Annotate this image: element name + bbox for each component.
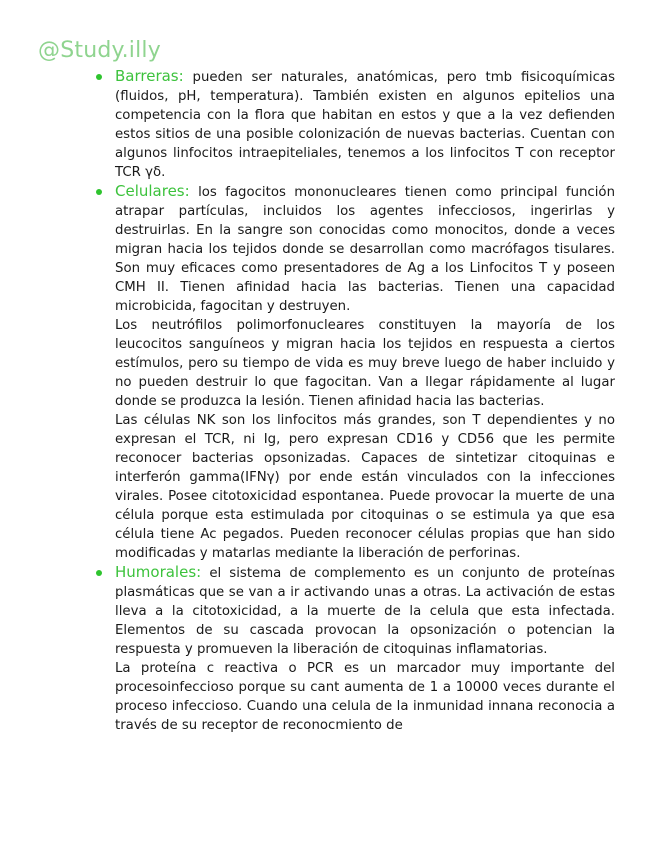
- item-text: el sistema de complemento es un conjunto de proteínas plasmáticas que se van a ir activando unas a otras. La activación de estas lleva a la citotoxicidad, a la muerte de la celula que esta infectada. Elementos de su cascada provocan la opsonización o potencian la respuesta y promueven la liberación de citoquinas inflamatorias.: [115, 566, 615, 657]
- item-paragraph: [115, 182, 615, 316]
- bullet-list: [115, 67, 615, 735]
- list-item-humorales: [115, 563, 615, 735]
- list-item-celulares: [115, 182, 615, 563]
- item-paragraph: Los neutrófilos polimorfonucleares constituyen la mayoría de los leucocitos sanguíneos y migran hacia los tejidos en respuesta a ciertos estímulos, pero su tiempo de vida es muy breve luego de haber incluido y no pueden destruir lo que fagocitan. Van a llegar rápidamente al lugar donde se produzca la lesión. Tienen afinidad hacia las bacterias.: [115, 318, 615, 409]
- item-heading: Celulares:: [115, 182, 190, 200]
- list-item-barreras: [115, 67, 615, 182]
- item-text: los fagocitos mononucleares tienen como principal función atrapar partículas, incluidos los agentes infecciosos, ingerirlas y destruirlas. En la sangre son conocidas como monocitos, donde a veces migran hacia los tejidos donde se desarrollan como macrófagos tisulares. Son muy eficaces como presentadores de Ag a los Linfocitos T y poseen CMH II. Tienen afinidad hacia las bacterias. Tienen una capacidad microbicida, fagocitan y destruyen.: [115, 185, 615, 314]
- item-text: pueden ser naturales, anatómicas, pero tmb fisicoquímicas (fluidos, pH, temperatura). También existen en algunos epitelios una competencia con la flora que habitan en estos y que a la vez defienden estos sitios de una posible colonización de nuevas bacterias. Cuentan con algunos linfocitos intraepiteliales, tenemos a los linfocitos T con receptor TCR γδ.: [115, 70, 615, 180]
- item-heading: Humorales:: [115, 563, 202, 581]
- item-paragraph: La proteína c reactiva o PCR es un marcador muy importante del procesoinfeccioso porque su cant aumenta de 1 a 10000 veces durante el proceso infeccioso. Cuando una celula de la inmunidad innana reconocia a través de su receptor de reconocmiento de: [115, 661, 615, 733]
- bullet-icon: [96, 74, 102, 80]
- bullet-icon: [96, 570, 102, 576]
- item-paragraph: [115, 67, 615, 182]
- bullet-icon: [96, 189, 102, 195]
- item-paragraph: Las células NK son los linfocitos más grandes, son T dependientes y no expresan el TCR, ni Ig, pero expresan CD16 y CD56 que les permite reconocer bacterias opsonizadas. Capaces de sintetizar citoquinas e interferón gamma(IFNγ) por ende están vinculados con la infecciones virales. Posee citotoxicidad espontanea. Puede provocar la muerte de una célula porque esta estimulada por citoquinas o se estimula ya que esa célula tiene Ac pegados. Pueden reconocer células propias que han sido modificadas y matarlas mediante la liberación de perforinas.: [115, 413, 615, 561]
- watermark: @Study.illy: [38, 38, 161, 63]
- item-paragraph: [115, 563, 615, 659]
- item-heading: Barreras:: [115, 67, 184, 85]
